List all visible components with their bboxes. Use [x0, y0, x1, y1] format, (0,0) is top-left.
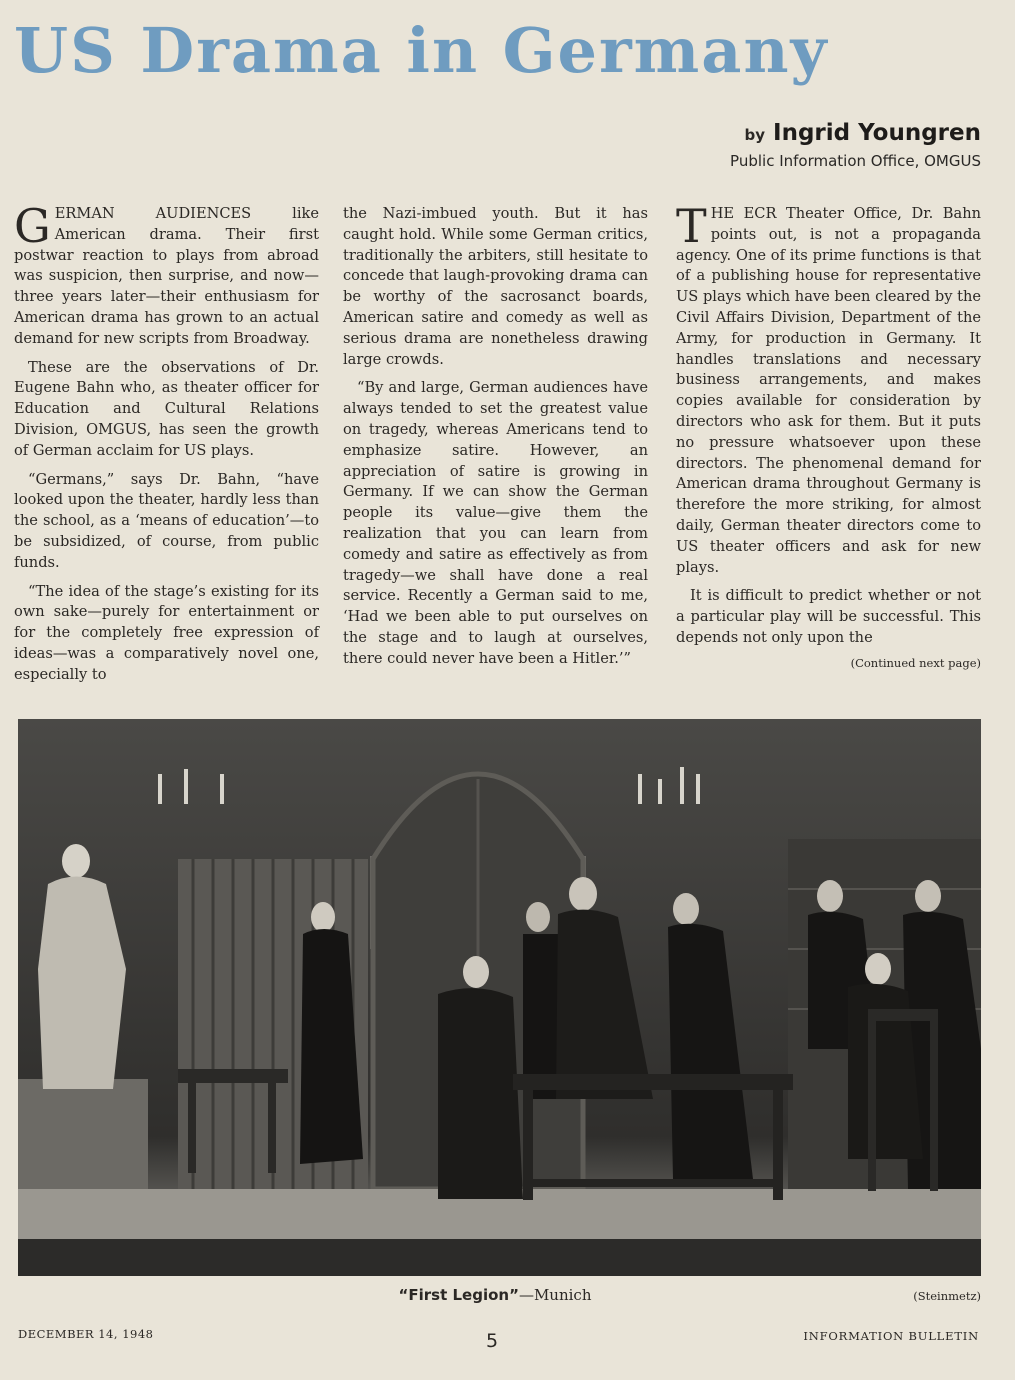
- byline-by: by: [744, 126, 766, 144]
- text-column-3: [676, 199, 981, 674]
- paragraph-text: HE ECR Theater Office, Dr. Bahn points out, is not a propaganda agency. One of its prime functions is that of a publishing house for representative US plays which have been cleared by the Civil Affairs Division, Department of the Army, for production in Germany. It handles translations and necessary business arrangements, and makes copies available for consideration by directors who ask for them. But it puts no pressure whatsoever upon these directors. The phenomenal demand for American drama throughout Germany is therefore the more striking, for almost daily, German theater directors come to US theater officers and ask for new plays.: [676, 205, 981, 576]
- author-affiliation: Public Information Office, OMGUS: [730, 152, 981, 170]
- stage-photo: [18, 719, 981, 1276]
- author-name: Ingrid Youngren: [773, 120, 981, 146]
- continued-note: (Continued next page): [850, 655, 981, 670]
- byline: [730, 120, 981, 170]
- caption-title: “First Legion”: [398, 1286, 519, 1304]
- paragraph: “The idea of the stage’s existing for its own sake—purely for entertainment or for the completely free expression of ideas—was a comparatively novel one, especially to: [14, 582, 319, 683]
- photo-caption: [0, 1286, 990, 1304]
- photo-credit: (Steinmetz): [913, 1289, 981, 1303]
- drop-cap: G: [14, 199, 51, 253]
- paragraph: [676, 199, 981, 578]
- page-number: 5: [486, 1330, 499, 1352]
- paragraph: “By and large, German audiences have always tended to set the greatest value on tragedy, whereas Americans tend to emphasize satire. However, an appreciation of satire is growing in Germany. If we can show the German people its value—give them the realization that you can learn from comedy and satire as effectively as from tragedy—we shall have done a real service. Recently a German said to me, ‘Had we been able to put ourselves on the stage and to laugh at ourselves, there could never have been a Hitler.’”: [343, 379, 648, 667]
- article-title: US Drama in Germany: [14, 14, 829, 87]
- paragraph-text: ERMAN AUDIENCES like American drama. Their first postwar reaction to plays from abroad was suspicion, then surprise, and now—three years later—their enthusiasm for American drama has grown to an actual demand for new scripts from Broadway.: [14, 205, 319, 347]
- footer-date: DECEMBER 14, 1948: [18, 1327, 154, 1341]
- text-column-1: [14, 199, 319, 694]
- paragraph: It is difficult to predict whether or not a particular play will be successful. This depends not only upon the: [676, 587, 981, 646]
- paragraph: [14, 199, 319, 350]
- drop-cap: T: [676, 199, 707, 253]
- text-column-2: [343, 204, 648, 678]
- paragraph: These are the observations of Dr. Eugene Bahn who, as theater officer for Education and Cultural Relations Division, OMGUS, has seen the growth of German acclaim for US plays.: [14, 358, 319, 459]
- paragraph: “Germans,” says Dr. Bahn, “have looked upon the theater, hardly less than the school, as a ‘means of education’—to be subsidized, of course, from public funds.: [14, 470, 319, 571]
- paragraph: the Nazi-imbued youth. But it has caught hold. While some German critics, traditionally the arbiters, still hesitate to concede that laugh-provoking drama can be worthy of the sacrosanct boards, American satire and comedy as well as serious drama are nonetheless drawing large crowds.: [343, 205, 648, 368]
- footer-publication: INFORMATION BULLETIN: [803, 1329, 979, 1343]
- stage-scene-illustration: [18, 719, 981, 1276]
- caption-place: —Munich: [518, 1286, 592, 1304]
